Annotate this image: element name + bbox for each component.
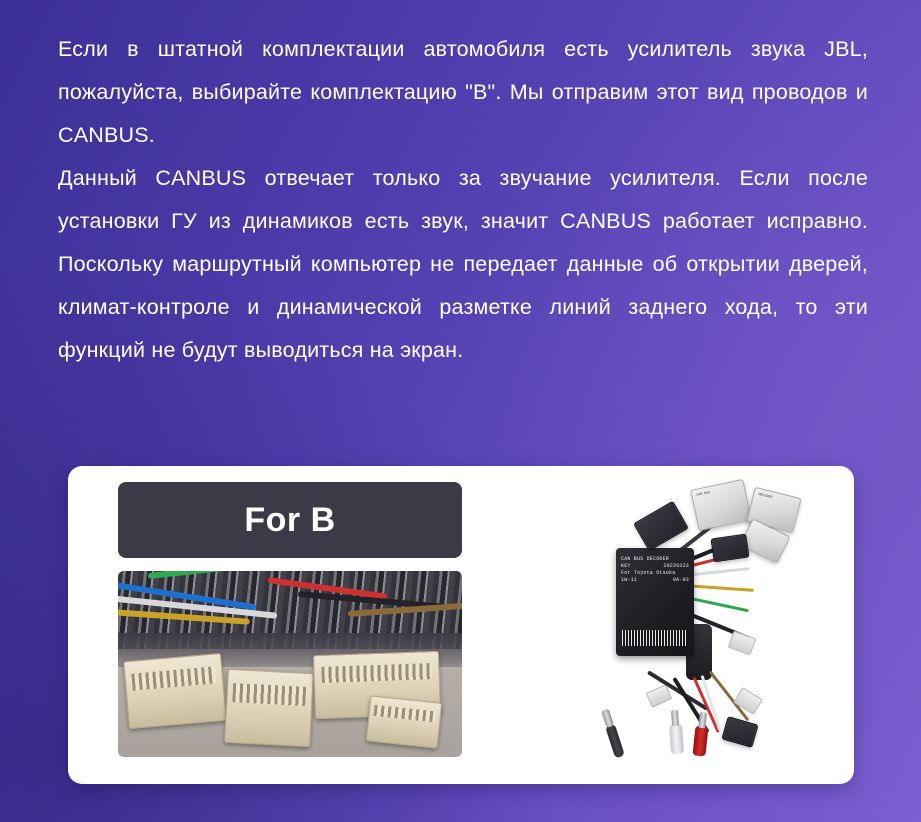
aux-jack-plug [605,723,625,758]
product-card [68,466,854,784]
connector-top-center [690,479,752,531]
module-barcode [622,630,688,646]
connector-right-lower-pins [374,705,436,723]
module-label-line1: CAN BUS DECODER [621,556,670,562]
wire-sleeve-3 [733,687,763,715]
module-label-line3: For Toyota Otsuka [621,570,676,576]
paragraph-1: Если в штатной комплектации автомобиля есть усилитель звука JBL, пожалуйста, выбирайте комплектацию "B". Мы отправим этот вид проводов и CANBUS. [58,37,868,147]
variant-b-panel [118,482,462,757]
connector-left-pins [131,666,217,690]
module-label-line2-right: 20220323 [663,563,689,569]
connector-right-pins [322,663,432,683]
connector-center-pins [232,683,307,706]
connector-top-left [633,501,689,552]
module-label-line4-left: 1W-11 [621,577,638,583]
connector-upper-mid [711,534,750,563]
rca-red-tip [698,712,707,729]
variant-badge-label: For B [244,500,336,539]
wire-sleeve-2 [646,684,673,708]
assembly-wire-green [686,596,749,612]
harness-photo [118,571,462,757]
canbus-assembly-photo [498,474,828,774]
canbus-decoder-module [616,548,694,656]
module-label-line4 [621,577,689,584]
connector-bottom-right [721,716,758,748]
module-label-line4-right: 0A-93 [672,577,689,583]
rca-white-plug [669,724,684,755]
connector-top-center-label: CAN BUS [696,490,711,498]
assembly-wire-yellow [684,584,754,592]
module-label-line2 [621,563,689,570]
paragraph-2: Данный CANBUS отвечает только за звучание усилителя. Если после установки ГУ из динамиков есть звук, значит CANBUS работает исправно. Поскольку маршрутный компьютер не передает данные об открытии дверей, климат-контроле и динамической разметке линий заднего хода, то эти функций не будут выводиться на экран. [58,166,868,362]
aux-jack-tip [601,708,614,728]
variant-badge [118,482,462,558]
module-label [621,556,689,584]
body-copy [58,28,868,372]
wire-sleeve-1 [728,630,757,655]
connector-top-right-label: DECODER [757,492,773,501]
connector-left [123,653,227,729]
module-label-line2-left: KEY [621,563,631,569]
rca-white-tip [671,710,679,726]
connector-center [224,669,314,747]
rca-red-plug [692,725,708,756]
connector-right-lower [366,695,442,748]
